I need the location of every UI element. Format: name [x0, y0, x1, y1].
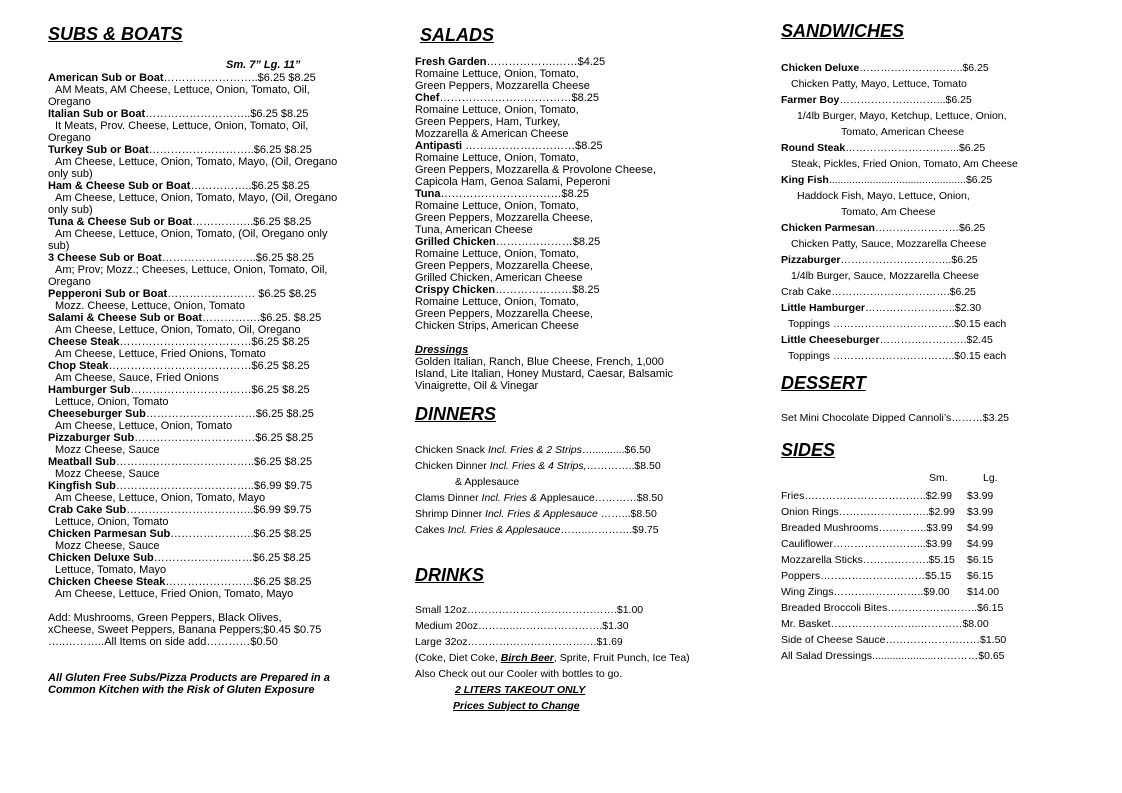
- sub-item-desc: sub): [48, 240, 70, 252]
- salad-item-desc: Capicola Ham, Genoa Salami, Peperoni: [415, 176, 611, 188]
- sub-item-leader: ……………………………: [130, 384, 252, 396]
- side-item-price-sm: $5.15: [925, 570, 952, 582]
- side-item-name: Poppers: [781, 570, 821, 582]
- salad-item: [415, 188, 656, 200]
- sub-item-desc: Am Cheese, Lettuce, Onion, Tomato, Mayo, (Oil, Oregano: [55, 192, 338, 204]
- side-item-price-sm: $5.15: [928, 554, 955, 566]
- sandwich-item-name: Toppings: [788, 318, 833, 330]
- drink-item: Large 32oz……………………………….$1.69: [415, 636, 623, 648]
- sandwich-item-price: $6.25: [965, 174, 993, 186]
- sandwich-item-name: Farmer Boy: [781, 94, 840, 106]
- sub-item-name: Salami & Cheese Sub or Boat: [48, 312, 203, 324]
- sandwich-item-leader: …………………………….: [831, 286, 950, 298]
- side-item-price-lg: $6.15: [967, 570, 994, 582]
- sandwich-item: [781, 316, 1018, 332]
- side-item: [781, 616, 1006, 632]
- sub-item-price: $6.25 $8.25: [253, 576, 312, 588]
- sub-item-desc: Mozz Cheese, Sauce: [55, 540, 160, 552]
- sub-item: [48, 456, 337, 468]
- sandwich-item-price: $0.15 each: [954, 318, 1007, 330]
- sub-item: [48, 408, 337, 420]
- sub-item-name: 3 Cheese Sub or Boat: [48, 252, 162, 264]
- sub-item-desc: Lettuce, Onion, Tomato: [55, 516, 169, 528]
- sub-item: [48, 336, 337, 348]
- sub-item-desc: Am Cheese, Lettuce, Onion, Tomato, (Oil, Oregano only: [55, 228, 328, 240]
- sandwich-item-desc: 1/4lb Burger, Mayo, Ketchup, Lettuce, Onion,: [797, 110, 1007, 122]
- sub-item-name: Chicken Cheese Steak: [48, 576, 166, 588]
- sandwich-item-name: Chicken Parmesan: [781, 222, 875, 234]
- side-item-name: Cauliflower: [781, 538, 833, 550]
- dressings-title: Dressings: [415, 344, 469, 356]
- side-item-leader: ......................…………: [872, 650, 979, 662]
- sandwich-item-price: $0.15 each: [954, 350, 1007, 362]
- salad-item-price: $8.25: [561, 188, 589, 200]
- dinner-item: Chicken Dinner Incl. Fries & 4 Strips,…………..$8.50: [415, 460, 661, 472]
- salad-item-name: Antipasti: [415, 140, 463, 152]
- gluten-warning-line-1: All Gluten Free Subs/Pizza Products are Prepared in a: [48, 672, 330, 684]
- sandwich-item-desc: Tomato, Am Cheese: [841, 206, 936, 218]
- sandwich-item: [781, 252, 1018, 268]
- sandwich-item-leader: ……………………: [874, 222, 959, 234]
- side-item-price-sm: $9.00: [923, 586, 950, 598]
- salad-item-desc: Mozzarella & American Cheese: [415, 128, 569, 140]
- sandwich-item: [781, 172, 1018, 188]
- sub-item-price: $6.25 $8.25: [257, 72, 316, 84]
- salad-item: [415, 56, 656, 68]
- sub-item-desc: Am Cheese, Lettuce, Onion, Tomato, Oil, Oregano: [55, 324, 301, 336]
- side-item-leader: ……………………..…………: [830, 618, 963, 630]
- side-item-leader: …………..: [878, 522, 927, 534]
- drink-item: Medium 20oz………..…………………….$1.30: [415, 620, 629, 632]
- salads-list: [415, 56, 656, 332]
- side-item-leader: ……………………..: [838, 506, 929, 518]
- sandwich-item-name: Crab Cake: [781, 286, 832, 298]
- side-item: [781, 536, 1006, 552]
- sub-item-price: $6.25 $8.25: [255, 252, 314, 264]
- side-item: [781, 504, 1006, 520]
- sandwich-item-leader: ……………………………..: [832, 350, 955, 362]
- sub-item-desc: AM Meats, AM Cheese, Lettuce, Onion, Tomato, Oil,: [55, 84, 310, 96]
- dinner-item: Clams Dinner Incl. Fries & Applesauce…………$8.50: [415, 492, 664, 504]
- side-item-leader: ……………………...: [832, 538, 926, 550]
- side-item-name: All Salad Dressings: [781, 650, 873, 662]
- salad-item-price: $4.25: [577, 56, 606, 68]
- sandwich-item-name: King Fish: [781, 174, 829, 186]
- salad-item-desc: Green Peppers, Mozzarella & Provolone Cheese,: [415, 164, 656, 176]
- sub-item-price: $6.25 $8.25: [255, 288, 317, 300]
- sub-item: [48, 144, 337, 156]
- salad-item: [415, 236, 656, 248]
- side-item-name: Mr. Basket: [781, 618, 831, 630]
- sub-item-desc: Oregano: [48, 276, 91, 288]
- dessert-title: DESSERT: [781, 373, 866, 393]
- salad-item-desc: Romaine Lettuce, Onion, Tomato,: [415, 296, 579, 308]
- sub-item-price: $6.25 $8.25: [250, 108, 309, 120]
- side-item-price-sm: $0.65: [978, 650, 1005, 662]
- salad-item: [415, 140, 656, 152]
- sandwich-item-leader: ……………………………..: [832, 318, 955, 330]
- side-item-price-sm: $3.99: [925, 538, 952, 550]
- sandwich-item-desc: Haddock Fish, Mayo, Lettuce, Onion,: [797, 190, 970, 202]
- sandwich-item-price: $6.25: [951, 254, 978, 266]
- sandwich-item-price: $2.45: [966, 334, 993, 346]
- sandwich-item: [781, 140, 1018, 156]
- sides-col-sm: Sm.: [929, 472, 948, 484]
- sub-item-leader: ………………………: [153, 552, 253, 564]
- sandwich-item-leader: ………………….……..: [859, 62, 963, 74]
- side-item-leader: ………………………: [885, 634, 980, 646]
- salad-item-name: Tuna: [415, 188, 441, 200]
- sides-col-lg: Lg.: [983, 472, 998, 484]
- sub-item-name: Crab Cake Sub: [48, 504, 127, 516]
- salad-item-desc: Romaine Lettuce, Onion, Tomato,: [415, 152, 579, 164]
- side-item-price-sm: $6.15: [977, 602, 1004, 614]
- sandwich-item-price: $6.25: [958, 142, 986, 154]
- side-item-leader: …………………………: [820, 570, 926, 582]
- sub-item: [48, 432, 337, 444]
- sandwich-item-leader: …………………………...: [845, 142, 959, 154]
- sub-item-desc: only sub): [48, 168, 93, 180]
- gluten-warning-line-2: Common Kitchen with the Risk of Gluten Exposure: [48, 684, 315, 696]
- sub-item-desc: Oregano: [48, 96, 91, 108]
- sub-item-desc: Am; Prov; Mozz.; Cheeses, Lettuce, Onion, Tomato, Oil,: [55, 264, 328, 276]
- sub-item-desc: Mozz Cheese, Sauce: [55, 444, 160, 456]
- sandwich-item-desc: Tomato, American Cheese: [841, 126, 965, 138]
- sub-item-desc: Lettuce, Tomato, Mayo: [55, 564, 167, 576]
- sandwich-item-price: $6.25: [945, 94, 972, 106]
- sub-item-leader: ……………..: [192, 216, 254, 228]
- side-item-price-lg: $14.00: [967, 586, 1000, 598]
- sub-item-price: $6.25 $8.25: [251, 336, 310, 348]
- sub-item-price: $6.25 $8.25: [253, 528, 312, 540]
- side-item: [781, 552, 1006, 568]
- side-item: [781, 648, 1006, 664]
- drink-flavors: (Coke, Diet Coke, Birch Beer, Sprite, Fruit Punch, Ice Tea): [415, 652, 690, 664]
- side-item-price-lg: $3.99: [967, 506, 994, 518]
- sub-item-leader: ……………………………: [134, 432, 256, 444]
- salad-item-leader: …………………: [495, 236, 573, 248]
- side-item-name: Mozzarella Sticks: [781, 554, 863, 566]
- salad-item-desc: Grilled Chicken, American Cheese: [415, 272, 583, 284]
- side-item-price-sm: $1.50: [980, 634, 1007, 646]
- sub-item-leader: ……………………………..: [126, 504, 254, 516]
- subs-add-line-1: Add: Mushrooms, Green Peppers, Black Olives,: [48, 612, 282, 624]
- side-item-leader: ……………………..: [887, 602, 978, 614]
- sub-item: [48, 216, 337, 228]
- salad-item-desc: Green Peppers, Mozzarella Cheese,: [415, 308, 593, 320]
- sub-item-name: American Sub or Boat: [48, 72, 164, 84]
- salad-item-price: $8.25: [571, 92, 599, 104]
- salad-item-name: Crispy Chicken: [415, 284, 496, 296]
- sub-item: [48, 360, 337, 372]
- sandwich-item: [781, 60, 1018, 76]
- salad-item-leader: …………………: [495, 284, 573, 296]
- sub-item-leader: ……………………..: [163, 72, 258, 84]
- sub-item-price: $6.99 $9.75: [253, 480, 313, 492]
- sub-item-price: $6.25 $8.25: [253, 216, 312, 228]
- drinks-title: DRINKS: [415, 565, 485, 585]
- sub-item-name: Hamburger Sub: [48, 384, 131, 396]
- sub-item-desc: Am Cheese, Sauce, Fried Onions: [55, 372, 219, 384]
- sub-item-price: $6.25 $8.25: [253, 456, 313, 468]
- side-item-name: Breaded Mushrooms: [781, 522, 879, 534]
- sandwich-item-price: $6.25: [949, 286, 976, 298]
- sandwich-list: [781, 60, 1018, 364]
- side-item-name: Wing Zings: [781, 586, 834, 598]
- sub-item-name: Pepperoni Sub or Boat: [48, 288, 168, 300]
- sandwich-item-name: Pizzaburger: [781, 254, 841, 266]
- drink-item: Small 12oz…………………………………….$1.00: [415, 604, 644, 616]
- sub-item-price: $6.25. $8.25: [260, 312, 322, 324]
- salad-item-name: Chef: [415, 92, 440, 104]
- sandwich-item-desc: Chicken Patty, Mayo, Lettuce, Tomato: [791, 78, 967, 90]
- sub-item-desc: Am Cheese, Lettuce, Onion, Tomato: [55, 420, 233, 432]
- sub-item-price: $6.25 $8.25: [255, 432, 314, 444]
- sub-item: [48, 552, 337, 564]
- sub-item-name: Meatball Sub: [48, 456, 116, 468]
- salad-item-leader: ………………………………: [439, 92, 572, 104]
- salad-item-desc: Tuna, American Cheese: [415, 224, 533, 236]
- side-item: [781, 488, 1006, 504]
- sub-item-leader: ……………………: [167, 288, 256, 300]
- salad-item-desc: Green Peppers, Mozzarella Cheese,: [415, 212, 593, 224]
- side-item-leader: ……………………..: [833, 586, 924, 598]
- sub-item-desc: Am Cheese, Lettuce, Fried Onion, Tomato, Mayo: [55, 588, 294, 600]
- salad-item-price: $8.25: [572, 236, 601, 248]
- sub-item-desc: Mozz Cheese, Sauce: [55, 468, 160, 480]
- sandwiches-title: SANDWICHES: [781, 21, 905, 41]
- sub-item-leader: …………….: [202, 312, 261, 324]
- sub-item-name: Chicken Parmesan Sub: [48, 528, 171, 540]
- side-item: [781, 584, 1006, 600]
- salad-item: [415, 284, 656, 296]
- salad-item-price: $8.25: [572, 284, 600, 296]
- sub-item-desc: Am Cheese, Lettuce, Onion, Tomato, Mayo, (Oil, Oregano: [55, 156, 338, 168]
- dressings-line-3: Vinaigrette, Oil & Vinegar: [415, 380, 539, 392]
- side-item-price-sm: $2.99: [925, 490, 952, 502]
- sub-item: [48, 312, 337, 324]
- side-item-price-sm: $3.99: [926, 522, 953, 534]
- salads-title: SALADS: [420, 25, 495, 45]
- sandwich-item-leader: ………………….……...: [839, 94, 946, 106]
- sub-item-name: Ham & Cheese Sub or Boat: [48, 180, 191, 192]
- sub-item-price: $6.25 $8.25: [251, 360, 310, 372]
- sub-item-desc: It Meats, Prov. Cheese, Lettuce, Onion, Tomato, Oil,: [55, 120, 309, 132]
- sub-item-leader: …………………………………: [108, 360, 252, 372]
- dessert-item: Set Mini Chocolate Dipped Cannoli’s………$3.25: [781, 412, 1010, 424]
- sandwich-item-name: Little Cheeseburger: [781, 334, 880, 346]
- sub-item-leader: …………………………: [145, 408, 256, 420]
- sub-item-leader: ………………………..: [148, 144, 254, 156]
- sub-item-price: $6.25 $8.25: [252, 552, 311, 564]
- salad-item-price: $8.25: [575, 140, 603, 152]
- sub-item: [48, 288, 337, 300]
- sub-item-desc: Mozz. Cheese, Lettuce, Onion, Tomato: [55, 300, 245, 312]
- sandwich-item: [781, 332, 1018, 348]
- sub-item-leader: ………………………………: [119, 336, 252, 348]
- sandwich-item: [781, 284, 1018, 300]
- sub-item-desc: Am Cheese, Lettuce, Fried Onions, Tomato: [55, 348, 266, 360]
- sub-item-name: Cheeseburger Sub: [48, 408, 146, 420]
- sandwich-item-desc: 1/4lb Burger, Sauce, Mozzarella Cheese: [791, 270, 979, 282]
- sub-item-name: Kingfish Sub: [48, 480, 116, 492]
- salad-item: [415, 92, 656, 104]
- sub-item-leader: ………………………………..: [115, 480, 254, 492]
- salad-item-leader: …………………………: [462, 140, 576, 152]
- sandwich-item-name: Little Hamburger: [781, 302, 866, 314]
- salad-item-desc: Green Peppers, Ham, Turkey,: [415, 116, 561, 128]
- side-item-price-lg: $4.99: [967, 538, 994, 550]
- sub-item-price: $6.25 $8.25: [251, 180, 310, 192]
- salad-item-desc: Romaine Lettuce, Onion, Tomato,: [415, 200, 579, 212]
- sub-item: [48, 504, 337, 516]
- sandwich-item-desc: Steak, Pickles, Fried Onion, Tomato, Am Cheese: [791, 158, 1018, 170]
- subs-add-line-2: xCheese, Sweet Peppers, Banana Peppers;$0.45 $0.75: [48, 624, 322, 636]
- prices-subject-note: Prices Subject to Change: [453, 700, 580, 712]
- dressings-line-2: Island, Lite Italian, Honey Mustard, Caesar, Balsamic: [415, 368, 674, 380]
- sandwich-item-leader: …………………………..: [840, 254, 952, 266]
- side-item-price-lg: $3.99: [967, 490, 994, 502]
- sub-item-price: $6.99 $9.75: [253, 504, 312, 516]
- salad-item-desc: Romaine Lettuce, Onion, Tomato,: [415, 248, 579, 260]
- dressings-line-1: Golden Italian, Ranch, Blue Cheese, French, 1,000: [415, 356, 664, 368]
- side-item-name: Side of Cheese Sauce: [781, 634, 886, 646]
- sandwich-item: [781, 220, 1018, 236]
- sub-item-leader: …………………..: [170, 528, 254, 540]
- sub-item-price: $6.25 $8.25: [255, 408, 314, 420]
- side-item-name: Breaded Broccoli Bites: [781, 602, 888, 614]
- sub-item-desc: Am Cheese, Lettuce, Onion, Tomato, Mayo: [55, 492, 266, 504]
- dinner-item: Chicken Snack Incl. Fries & 2 Strips…...........$6.50: [415, 444, 651, 456]
- sub-item-desc: Oregano: [48, 132, 91, 144]
- sandwich-item: [781, 92, 1018, 108]
- sandwich-item: [781, 348, 1018, 364]
- sub-item: [48, 72, 337, 84]
- sub-item: [48, 576, 337, 588]
- side-item-price-sm: $8.00: [962, 618, 989, 630]
- sub-item-leader: ……………………..: [161, 252, 256, 264]
- dinner-applesauce-note: & Applesauce: [455, 476, 520, 488]
- salad-item-desc: Chicken Strips, American Cheese: [415, 320, 579, 332]
- side-item: [781, 568, 1006, 584]
- sub-item-name: Chicken Deluxe Sub: [48, 552, 154, 564]
- sub-item: [48, 528, 337, 540]
- salad-item-desc: Romaine Lettuce, Onion, Tomato,: [415, 104, 579, 116]
- sub-item-desc: Lettuce, Onion, Tomato: [55, 396, 169, 408]
- side-item-leader: ……………………………..: [804, 490, 926, 502]
- side-item-price-lg: $4.99: [967, 522, 994, 534]
- salad-item-desc: Green Peppers, Mozzarella Cheese: [415, 80, 590, 92]
- sub-item: [48, 108, 337, 120]
- sub-item-price: $6.25 $8.25: [251, 384, 310, 396]
- sub-item-leader: ………………………..: [145, 108, 251, 120]
- side-item-name: Onion Rings: [781, 506, 839, 518]
- sub-item: [48, 384, 337, 396]
- salad-item-name: Grilled Chicken: [415, 236, 496, 248]
- sandwich-item-price: $2.30: [954, 302, 982, 314]
- sub-item-name: Chop Steak: [48, 360, 109, 372]
- sandwich-item-name: Toppings: [788, 350, 833, 362]
- sandwich-item-name: Chicken Deluxe: [781, 62, 860, 74]
- sandwich-item: [781, 300, 1018, 316]
- sub-item-name: Cheese Steak: [48, 336, 120, 348]
- sandwich-item-leader: ……………………..: [865, 302, 955, 314]
- subs-size-header: Sm. 7” Lg. 11”: [226, 59, 301, 71]
- salad-item-leader: ……………….……: [486, 56, 578, 68]
- sandwich-item-desc: Chicken Patty, Sauce, Mozzarella Cheese: [791, 238, 987, 250]
- drinks-cooler-note: Also Check out our Cooler with bottles to go.: [415, 668, 623, 680]
- sub-item-name: Turkey Sub or Boat: [48, 144, 149, 156]
- sub-item-price: $6.25 $8.25: [253, 144, 312, 156]
- sandwich-item-name: Round Steak: [781, 142, 846, 154]
- sub-item-leader: ……………..: [190, 180, 252, 192]
- sandwich-item-leader: ...............................................: [828, 174, 966, 186]
- sides-title: SIDES: [781, 440, 836, 460]
- sub-item-name: Pizzaburger Sub: [48, 432, 135, 444]
- sandwich-item-price: $6.25: [962, 62, 989, 74]
- dinner-item: Cakes Incl. Fries & Applesauce……..………….$9.75: [415, 524, 659, 536]
- sub-item-desc: only sub): [48, 204, 93, 216]
- side-item: [781, 520, 1006, 536]
- side-item-leader: ……………….: [862, 554, 929, 566]
- side-item-price-lg: $6.15: [967, 554, 994, 566]
- sub-item: [48, 480, 337, 492]
- sandwich-item-leader: …………………….: [879, 334, 967, 346]
- sandwich-item-price: $6.25: [958, 222, 986, 234]
- sub-item-leader: ………………………………..: [115, 456, 254, 468]
- two-liters-note: 2 LITERS TAKEOUT ONLY: [455, 684, 586, 696]
- dinners-title: DINNERS: [415, 404, 497, 424]
- salad-item-desc: Green Peppers, Mozzarella Cheese,: [415, 260, 593, 272]
- sub-item-name: Tuna & Cheese Sub or Boat: [48, 216, 193, 228]
- side-item: [781, 600, 1006, 616]
- salad-item-name: Fresh Garden: [415, 56, 487, 68]
- sub-item-name: Italian Sub or Boat: [48, 108, 146, 120]
- subs-add-line-3: …..………..All Items on side add…………$0.50: [48, 636, 278, 648]
- sub-item-leader: ……………………: [165, 576, 254, 588]
- dinner-item: Shrimp Dinner Incl. Fries & Applesauce ……...$8.50: [415, 508, 657, 520]
- side-item-price-sm: $2.99: [928, 506, 955, 518]
- side-item-name: Fries: [781, 490, 805, 502]
- salad-item-leader: ……………………………: [440, 188, 562, 200]
- subs-title: SUBS & BOATS: [48, 24, 183, 44]
- subs-list: [48, 72, 337, 600]
- salad-item-desc: Romaine Lettuce, Onion, Tomato,: [415, 68, 579, 80]
- sub-item: [48, 252, 337, 264]
- side-item: [781, 632, 1006, 648]
- sides-list: [781, 488, 1006, 664]
- sub-item: [48, 180, 337, 192]
